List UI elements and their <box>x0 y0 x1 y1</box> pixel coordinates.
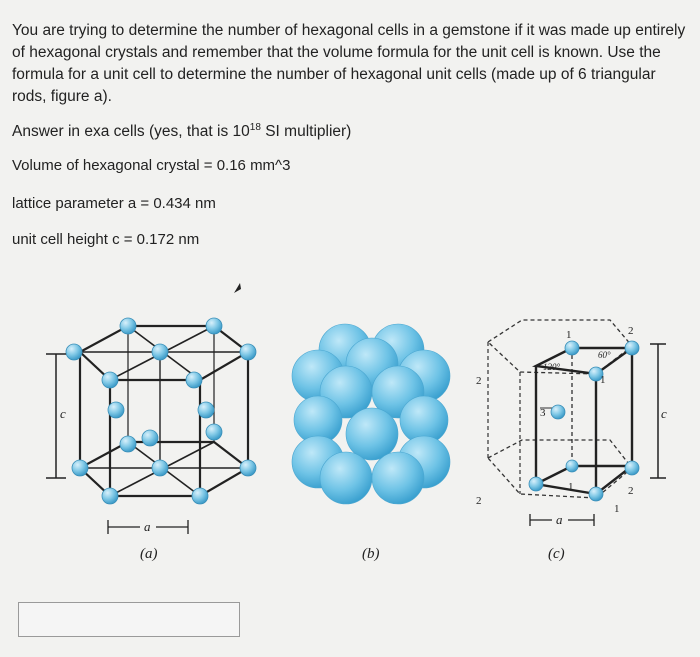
figure-a-a-label: a <box>144 519 151 534</box>
figure-c-c-label: c <box>661 406 667 421</box>
answer-note-exponent: 18 <box>249 122 261 133</box>
figure-c-num-3: 3 <box>540 407 546 419</box>
figure-c-num-1-right: 1 <box>600 374 606 386</box>
volume-parameter: Volume of hexagonal crystal = 0.16 mm^3 <box>12 157 291 174</box>
lattice-a-parameter: lattice parameter a = 0.434 nm <box>12 195 216 212</box>
answer-note-prefix: Answer in exa cells (yes, that is 10 <box>12 123 250 141</box>
question-line-2: of hexagonal crystals and remember that the volume formula for the unit cell is known. Use the <box>12 44 661 61</box>
answer-unit-note <box>12 122 351 141</box>
hexagonal-crystal-figure <box>0 272 700 592</box>
figure-c-num-2-top: 2 <box>628 325 634 337</box>
figure-c-num-2-bottom-left: 2 <box>476 495 482 507</box>
figure-b-caption: (b) <box>362 546 380 562</box>
figure-c-num-2-bottom-right: 2 <box>628 485 634 497</box>
figure-c-caption: (c) <box>548 546 565 562</box>
height-c-parameter: unit cell height c = 0.172 nm <box>12 231 200 248</box>
figure-c-num-1-bottom: 1 <box>568 481 574 493</box>
figure-c-num-1-bottom-right: 1 <box>614 503 620 515</box>
answer-input[interactable] <box>18 602 240 637</box>
figure-a-atoms <box>66 318 256 504</box>
figure-c-num-1-top: 1 <box>566 329 572 341</box>
figure-b-packed-spheres <box>292 324 450 504</box>
figure-c-angle-120: 120° <box>543 362 561 372</box>
question-line-1: You are trying to determine the number of hexagonal cells in a gemstone if it was made up entirely <box>12 22 686 39</box>
question-line-4: rods, figure a). <box>12 88 112 105</box>
question-line-3: formula for a unit cell to determine the number of hexagonal unit cells (made up of 6 triangular <box>12 66 656 83</box>
answer-note-suffix: SI multiplier) <box>260 123 352 141</box>
figure-c-a-label: a <box>556 512 563 527</box>
figure-a-c-label: c <box>60 406 66 421</box>
question-text <box>12 20 696 108</box>
figure-a-caption: (a) <box>140 546 158 562</box>
figure-c-angle-60: 60° <box>598 350 611 360</box>
figure-c-num-2-left: 2 <box>476 375 482 387</box>
